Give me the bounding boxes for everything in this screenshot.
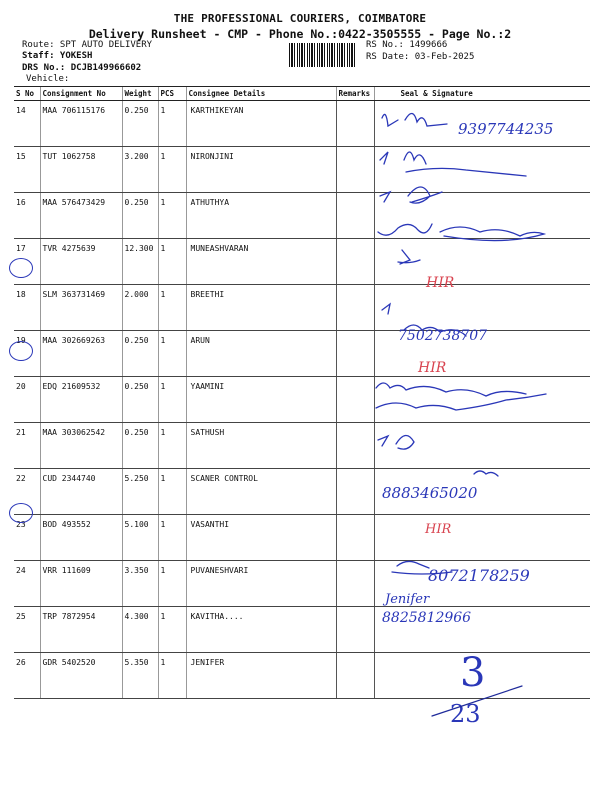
pcs-cell: 1 (158, 423, 186, 469)
weight-cell: 0.250 (122, 377, 158, 423)
col-header-pcs: PCS (158, 87, 186, 101)
consignee-cell: NIRONJINI (186, 147, 336, 193)
weight-cell: 3.350 (122, 561, 158, 607)
consignee-cell: MUNEASHVARAN (186, 239, 336, 285)
consignee-cell: SCANER CONTROL (186, 469, 336, 515)
consignee-cell: KARTHIKEYAN (186, 101, 336, 147)
sno-cell: 21 (14, 423, 40, 469)
handwritten-phone: 8825812966 (382, 610, 472, 626)
handwritten-name: Jenifer (385, 592, 430, 607)
weight-cell: 5.100 (122, 515, 158, 561)
weight-cell: 5.350 (122, 653, 158, 699)
pcs-cell: 1 (158, 331, 186, 377)
sno-cell: 18 (14, 285, 40, 331)
sno-cell: 14 (14, 101, 40, 147)
drs-label: DRS No.: DCJB149966602 (22, 63, 142, 73)
runsheet-subtitle: Delivery Runsheet - CMP - Phone No.:0422-3505555 - Page No.:2 (88, 27, 512, 41)
consignment-cell: VRR 111609 (40, 561, 122, 607)
pcs-cell: 1 (158, 239, 186, 285)
col-header-remarks: Remarks (336, 87, 374, 101)
sno-cell: 19 (14, 331, 40, 377)
pcs-cell: 1 (158, 469, 186, 515)
pcs-cell: 1 (158, 561, 186, 607)
consignment-cell: TUT 1062758 (40, 147, 122, 193)
consignee-cell: JENIFER (186, 653, 336, 699)
weight-cell: 12.300 (122, 239, 158, 285)
sno-cell: 20 (14, 377, 40, 423)
consignment-cell: TRP 7872954 (40, 607, 122, 653)
sno-cell: 23 (14, 515, 40, 561)
sno-cell: 16 (14, 193, 40, 239)
handwritten-phone: 8072178259 (428, 566, 530, 585)
vehicle-label: Vehicle: (26, 74, 70, 84)
pcs-cell: 1 (158, 193, 186, 239)
weight-cell: 2.000 (122, 285, 158, 331)
consignee-cell: BREETHI (186, 285, 336, 331)
consignee-cell: YAAMINI (186, 377, 336, 423)
col-header-weight: Weight (122, 87, 158, 101)
handwritten-hir: HIR (426, 275, 455, 291)
consignee-cell: KAVITHA.... (186, 607, 336, 653)
sno-cell: 17 (14, 239, 40, 285)
consignment-cell: MAA 706115176 (40, 101, 122, 147)
consignment-cell: BOD 493552 (40, 515, 122, 561)
col-header-consignment: Consignment No (40, 87, 122, 101)
consignee-cell: SATHUSH (186, 423, 336, 469)
weight-cell: 3.200 (122, 147, 158, 193)
tally-denominator: 23 (450, 700, 481, 728)
handwritten-hir: HIR (418, 360, 447, 376)
handwritten-phone: 8883465020 (382, 484, 478, 502)
pcs-cell: 1 (158, 607, 186, 653)
consignment-cell: CUD 2344740 (40, 469, 122, 515)
consignee-cell: VASANTHI (186, 515, 336, 561)
consignment-cell: MAA 303062542 (40, 423, 122, 469)
tally-numerator: 3 (460, 650, 486, 696)
pcs-cell: 1 (158, 653, 186, 699)
staff-label: Staff: YOKESH (22, 51, 93, 61)
pcs-cell: 1 (158, 285, 186, 331)
company-title: THE PROFESSIONAL COURIERS, COIMBATORE (173, 12, 427, 25)
sno-cell: 24 (14, 561, 40, 607)
consignment-cell: SLM 363731469 (40, 285, 122, 331)
consignment-cell: TVR 4275639 (40, 239, 122, 285)
weight-cell: 0.250 (122, 331, 158, 377)
consignment-cell: MAA 302669263 (40, 331, 122, 377)
pcs-cell: 1 (158, 147, 186, 193)
weight-cell: 0.250 (122, 193, 158, 239)
pcs-cell: 1 (158, 101, 186, 147)
weight-cell: 4.300 (122, 607, 158, 653)
weight-cell: 5.250 (122, 469, 158, 515)
handwritten-phone: 7502738707 (398, 328, 488, 344)
rs-no-label: RS No.: 1499666 (366, 40, 448, 50)
handwritten-hir: HIR (425, 522, 452, 537)
consignee-cell: ARUN (186, 331, 336, 377)
sno-cell: 25 (14, 607, 40, 653)
sno-cell: 22 (14, 469, 40, 515)
consignee-cell: PUVANESHVARI (186, 561, 336, 607)
consignment-cell: MAA 576473429 (40, 193, 122, 239)
col-header-signature: Seal & Signature (374, 87, 590, 101)
sno-cell: 26 (14, 653, 40, 699)
rs-date-label: RS Date: 03-Feb-2025 (366, 52, 475, 62)
route-label: Route: SPT AUTO DELIVERY (22, 40, 153, 50)
consignment-cell: GDR 5402520 (40, 653, 122, 699)
weight-cell: 0.250 (122, 101, 158, 147)
consignment-cell: EDQ 21609532 (40, 377, 122, 423)
col-header-consignee: Consignee Details (186, 87, 336, 101)
col-header-sno: S No (14, 87, 40, 101)
pcs-cell: 1 (158, 515, 186, 561)
sno-cell: 15 (14, 147, 40, 193)
consignee-cell: ATHUTHYA (186, 193, 336, 239)
weight-cell: 0.250 (122, 423, 158, 469)
handwritten-phone: 9397744235 (458, 120, 554, 138)
pcs-cell: 1 (158, 377, 186, 423)
